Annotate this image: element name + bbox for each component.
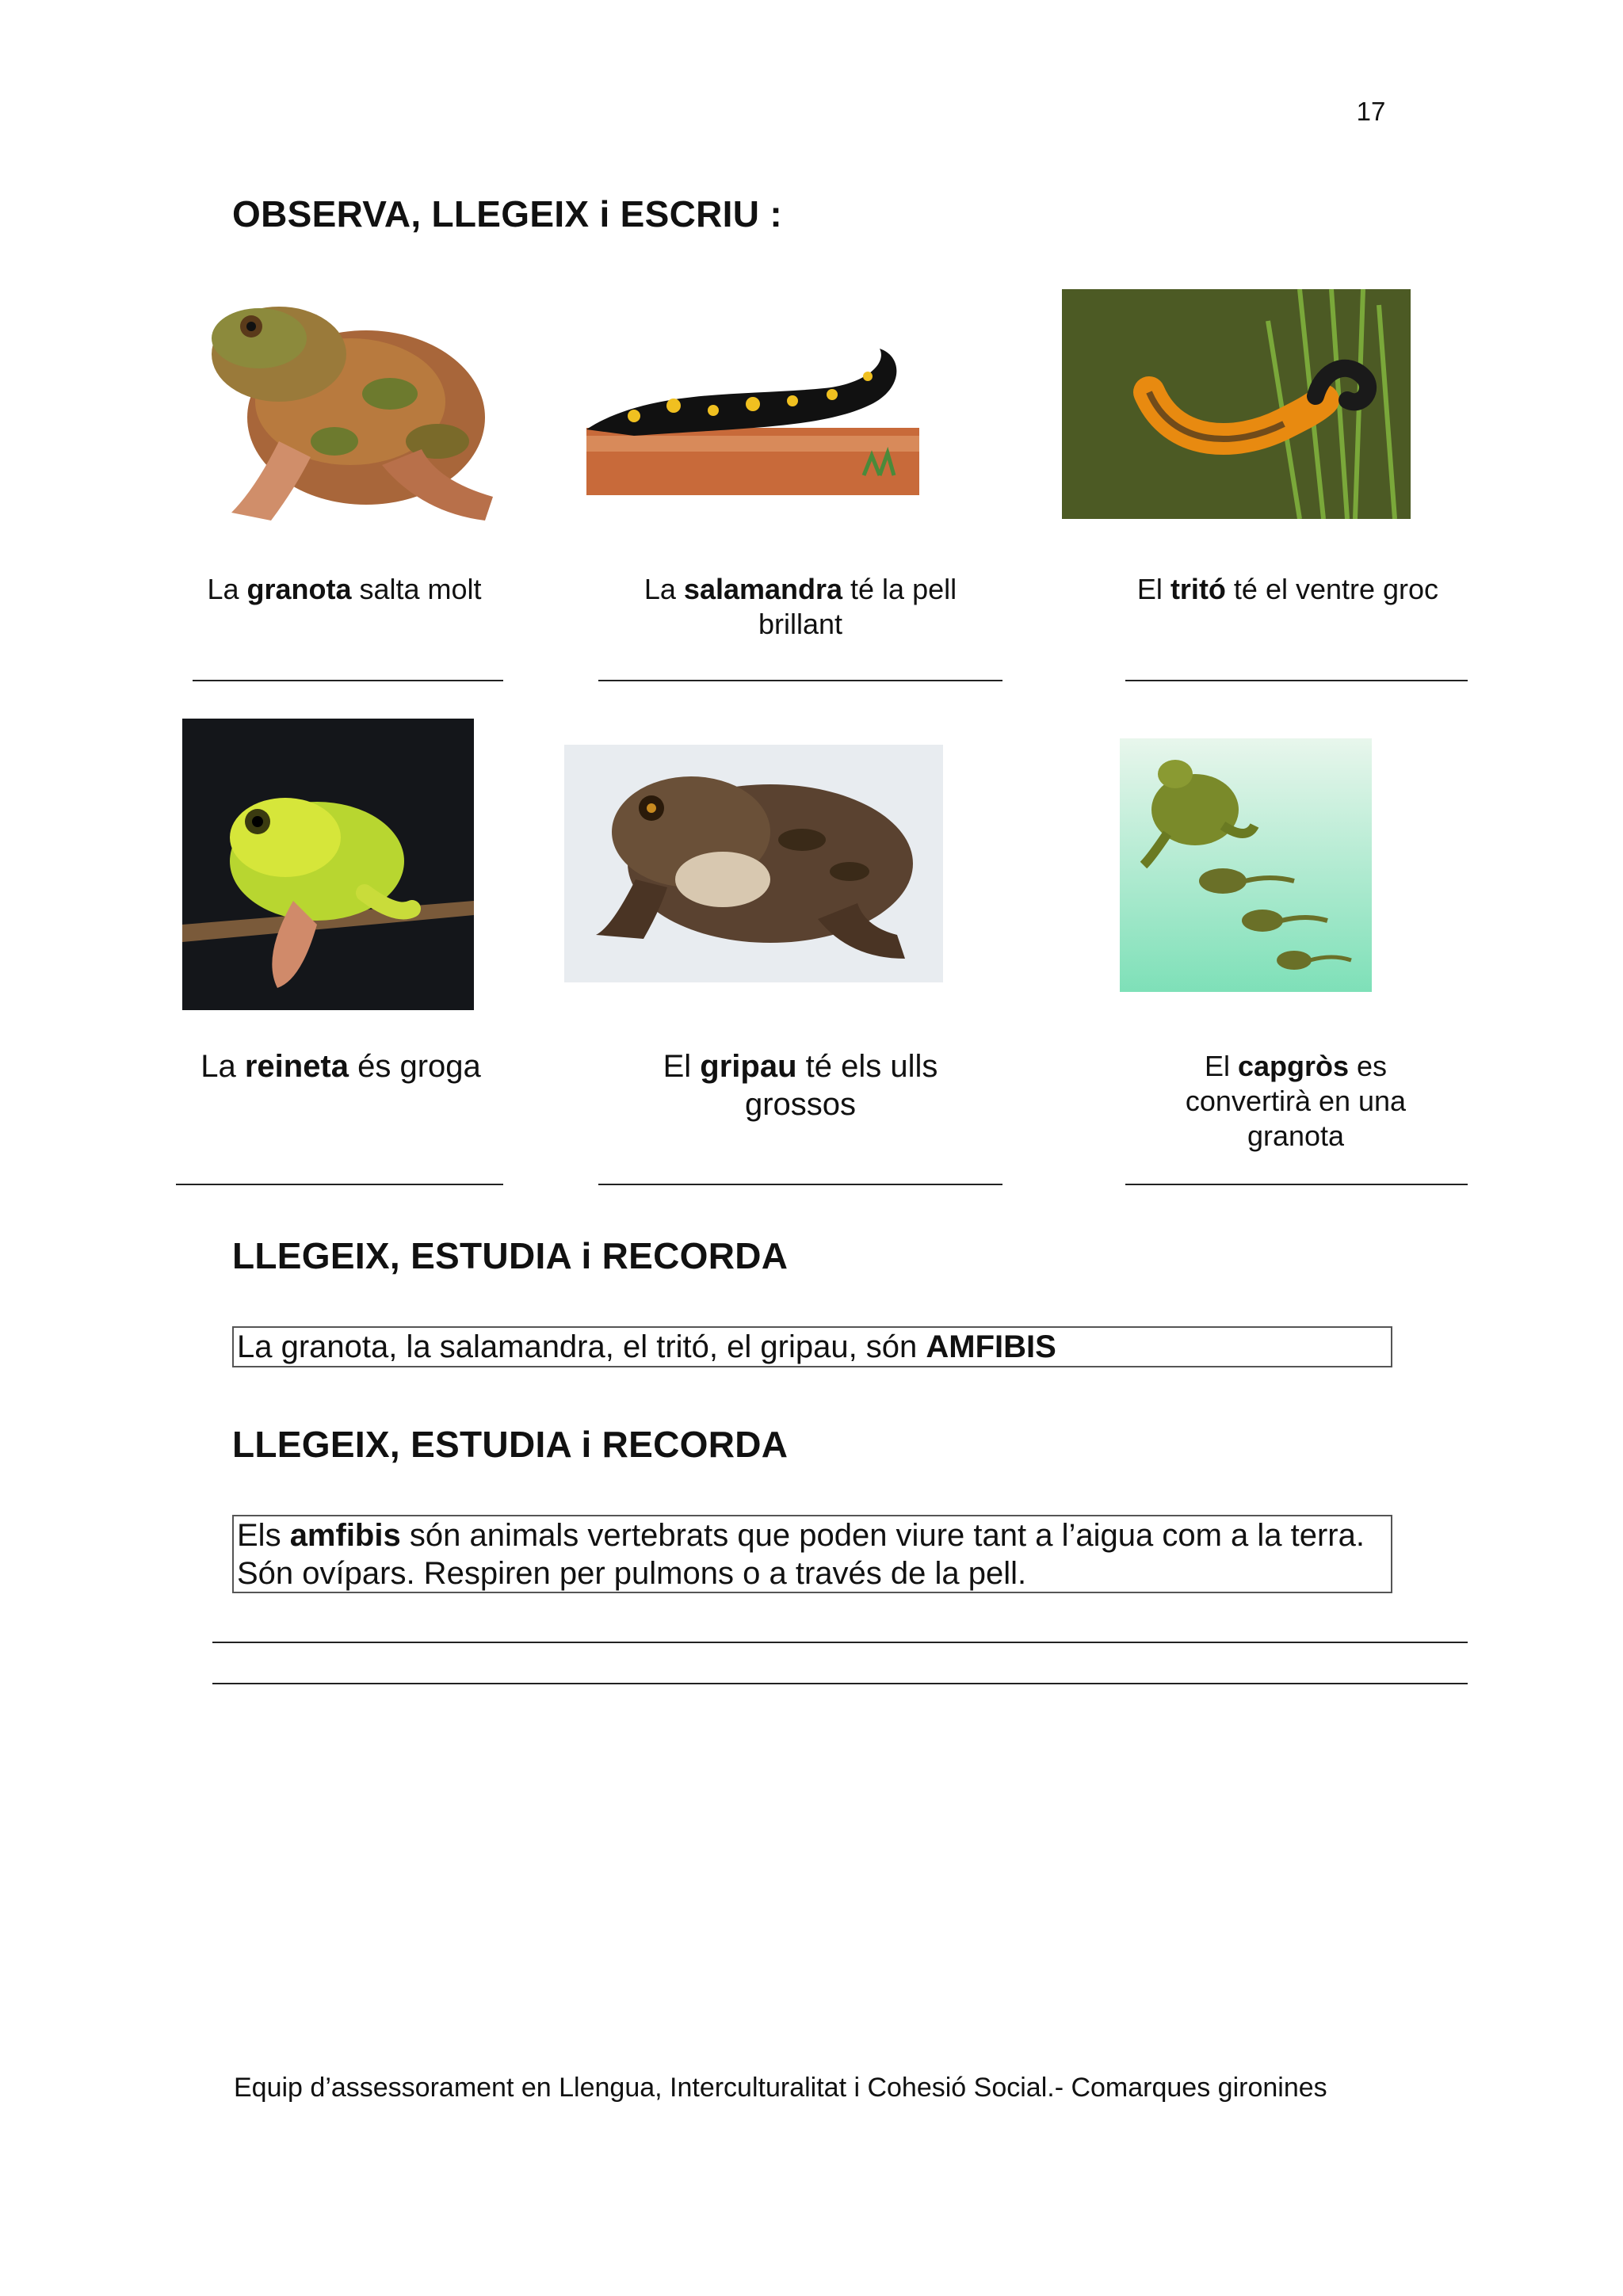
caption-toad: El gripau té els ulls grossos [663,1049,938,1122]
tadpole-image [1120,738,1372,992]
answer-line[interactable] [598,680,1002,681]
newt-image [1062,289,1411,519]
answer-line[interactable] [1125,1184,1468,1185]
info-box-amphibians-definition: Els amfibis són animals vertebrats que poden viure tant a l’aigua com a la terra. Són ovípars. Respiren per pulmons o a través de la pell. [232,1515,1392,1593]
caption-tadpole: El capgròs es convertirà en una granota [1185,1050,1407,1152]
footer-credit: Equip d’assessorament en Llengua, Interculturalitat i Cohesió Social.- Comarques gironines [234,2073,1327,2103]
writing-line[interactable] [212,1642,1468,1643]
page-number: 17 [1356,97,1386,126]
caption-tree-frog: La reineta és groga [200,1049,481,1084]
answer-line[interactable] [598,1184,1002,1185]
answer-line[interactable] [193,680,503,681]
tree-frog-image [182,719,474,1010]
writing-line[interactable] [212,1683,1468,1684]
section-heading-observe: OBSERVA, LLEGEIX i ESCRIU : [232,193,782,235]
section-heading-read-2: LLEGEIX, ESTUDIA i RECORDA [232,1424,789,1465]
caption-salamander: La salamandra té la pell brillant [643,573,957,640]
answer-line[interactable] [1125,680,1468,681]
frog-image [184,283,505,535]
toad-image [564,745,943,982]
caption-frog: La granota salta molt [207,573,482,605]
answer-line[interactable] [176,1184,503,1185]
caption-newt: El tritó té el ventre groc [1136,573,1439,605]
info-box-amphibians-list: La granota, la salamandra, el tritó, el gripau, són AMFIBIS [232,1326,1392,1367]
section-heading-read-1: LLEGEIX, ESTUDIA i RECORDA [232,1235,789,1276]
salamander-image [586,341,919,495]
